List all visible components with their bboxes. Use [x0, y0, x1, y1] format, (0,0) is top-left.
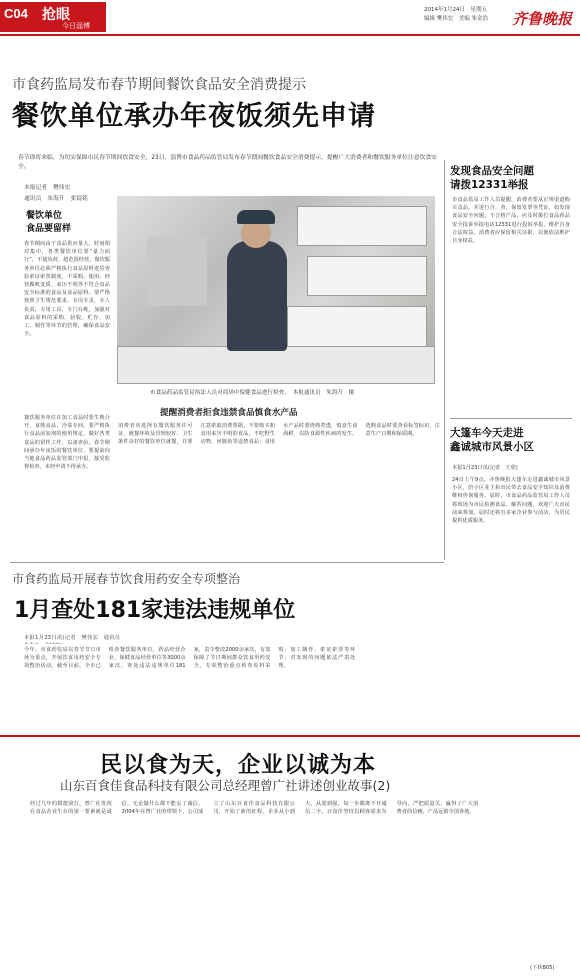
story2-headline: 1月查处181家违法违规单位: [14, 598, 296, 623]
story3-continued: (下转B05): [530, 965, 555, 971]
date-line: 2014年1月24日 星期五: [424, 7, 487, 13]
page-header: [0, 0, 580, 36]
story1-body-b: 餐饮服务单位在加工食品时要生熟分开，食熟食品、冷菜专间，要严格执行食品添加剂的使用规定，做好各类食品的留样工作，以备查验。春节期间承办年夜饭的餐饮单位，要提前向当地食品药品监管部门申报，接受监督检查，未经申请不得承办。: [24, 415, 110, 471]
story1-headline: 餐饮单位承办年夜饭须先申请: [12, 101, 376, 132]
story2-byline: 本报1月23日讯(记者 樊伟宏 通讯员: [24, 635, 120, 641]
editors-line: 编辑 樊伟宏 美编 朱金浩: [424, 16, 488, 22]
inspection-photo: [117, 196, 435, 384]
masthead-logo: 齐鲁晚报: [512, 10, 573, 28]
story1-byline: 本报记者 樊伟宏: [24, 185, 71, 191]
story2-divider: [10, 562, 444, 563]
story2-kicker: 市食药监局开展春节饮食用药安全专项整治: [12, 572, 241, 586]
right-body: 市食品监局工作人员提醒，消费者要从正规渠道购买食品，并进行合、查、保留发票等凭证，如发现食品安全问题，不合格产品，应及时拨打食品药品安全投诉举报电话12331进行投诉举报，维护自身合法权益。消费者应保留相关证据，以便依法维护自身权益。: [452, 197, 570, 245]
story3-top-rule: [0, 735, 580, 737]
brief-byline: 本报1月23日讯(记者 王欣): [452, 465, 518, 471]
section-badge: [0, 2, 106, 32]
story1-side-head: 餐饮单位 食品要留样: [26, 211, 72, 234]
story3-body: 经过几年的摸爬滚打，曾广社发现在食品企业生存的第一要素就是诚信，无论做什么都不能丢了诚信。2004年在曾广社的带领下，公司成立了山东百食佳食品科技有限公司，开始了新的征程。企业从小到大，从弱到强，每一步都离不开诚信二字。百食佳坚持以顾客需求为导向，严把质量关，赢得了广大消费者的信赖，产品远销全国各地。: [30, 801, 479, 816]
brief-headline: 大篷车今天走进 鑫诚城市风景小区: [450, 427, 534, 453]
right-headline: 发现食品安全问题 请拨12331举报: [450, 165, 534, 191]
column-divider: [444, 160, 445, 560]
story3-headline: 民以食为天，企业以诚为本: [100, 753, 377, 778]
story1-byline-2: 通讯员 朱海升 张镜铭: [24, 196, 88, 202]
story1-subhead: 提醒消费者拒食违禁食品慎食水产品: [160, 408, 298, 418]
story3-subhead: 山东百食佳食品科技有限公司总经理曾广社讲述创业故事(2): [60, 778, 391, 793]
subsection-name: 今日淄博: [62, 22, 90, 30]
story1-kicker: 市食药监局发布春节期间餐饮食品安全消费提示: [12, 77, 306, 93]
story1-body-c: 消费者应选择有餐饮服务许可证、就餐环境及管理较好、卫生条件良好的餐饮单位就餐，并要注意索取消费票据。不要购买和食用来历不明的食品，不吃野生动物、河豚鱼等违禁食品；食用水产品时要烧熟煮透，慎食生食海鲜，以防食源性疾病的发生。选购食品时要查看标签标识，注意生产日期和保质期。: [118, 423, 440, 446]
page-code: C04: [4, 6, 28, 21]
story2-body: 今年，市食药监局以春节节日市场为重点，开展饮食用药安全专项整治活动。截至目前，全市已检查餐饮服务单位、药品经营企业、保健食品经营单位等3000余家次，查处违法违规单位181家，责令整改2000余家次，有效保障了节日期间群众饮食用药安全。专项整治重点检查原料采购、加工制作、索证索票等环节，对发现的问题依法严肃处理。: [24, 647, 356, 670]
photo-caption: 市食品药品监管局执法人员对商场中保健食品进行检查。 本报通讯员 朱海升 摄: [150, 390, 355, 396]
brief-body: 24日上午9点，齐鲁晚报大篷车走进鑫诚城市风景小区，给小区业主和市民带去食品安全知识及消费维权咨询服务。届时，市食品药品监管局工作人员将现场为市民检测食品、解答问题，欢迎广大市民前来参加。届时还将有多家企业参与活动，为居民提供优质服务。: [452, 477, 570, 525]
story1-lead: 春节即将来临，为切实保障市民春节期间饮食安全，23日，淄博市食品药品监管局发布春节期间餐饮食品安全消费提示，提醒广大消费者和餐饮服务单位注意饮食安全。: [18, 155, 437, 170]
right-divider: [450, 418, 572, 419]
section-name: 抢眼: [42, 7, 70, 23]
header-rule: [0, 34, 580, 36]
story1-body-a: 春节期间由于食品供应量大，时间相对集中，各类餐饮单位要“量力而行”，不超负荷，超范围经营。餐饮服务单位必须严格执行食品原料进货查验索证索票制度，不采购、使用、经营腐败变质、来历不明等不符合食品安全标准的食品及食品原料，要严格按照卫生规范要求，专岗专责，专人负责，专用工具，专门台帐，加强对食品原料的采购、验收、贮存、加工、制作等环节的管理，确保食品安全。: [24, 241, 110, 338]
